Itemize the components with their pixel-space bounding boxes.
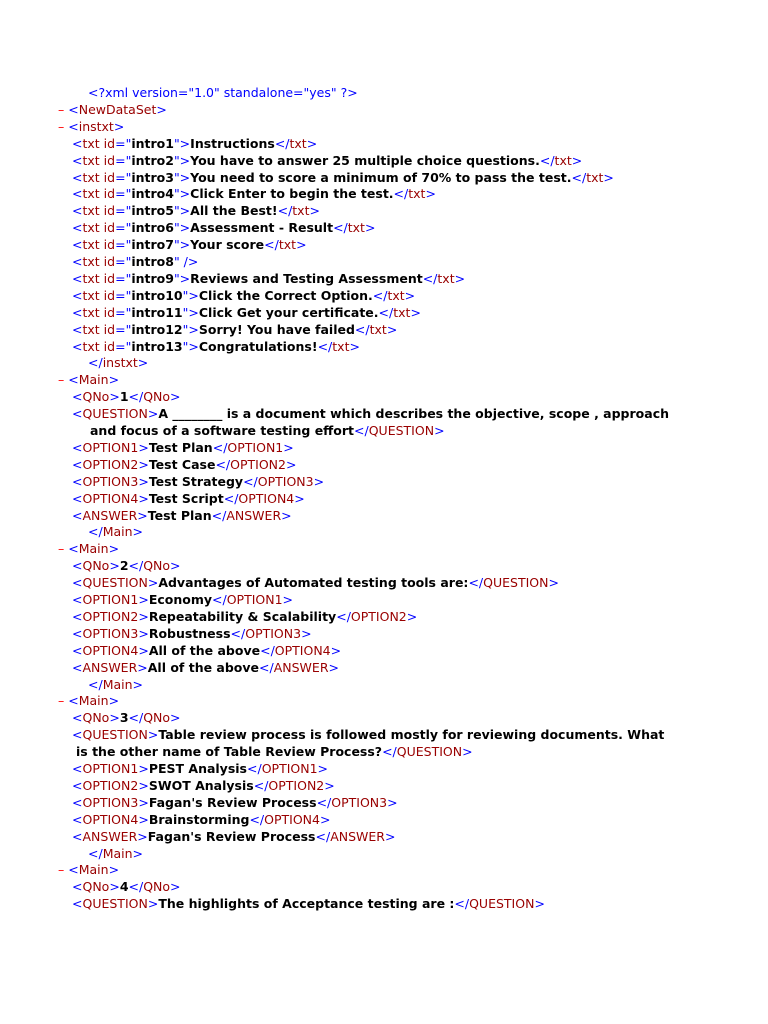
txt-element-intro13: <txt id="intro13">Congratulations!</txt>	[72, 338, 360, 354]
instxt-open-tag: – <instxt>	[58, 118, 125, 134]
element-text: Your score	[190, 237, 265, 253]
element-text: Test Case	[148, 456, 216, 472]
element-text: You need to score a minimum of 70% to pass the test.	[190, 169, 572, 185]
question-element-continued: and focus of a software testing effort</QUESTION>	[90, 423, 445, 438]
option2-element: <OPTION2>Test Case</OPTION2>	[72, 456, 297, 472]
main-open-tag: – <Main>	[58, 372, 120, 388]
element-text: Robustness	[148, 625, 231, 641]
element-text: Test Plan	[147, 507, 212, 523]
qno-element: <QNo>1</QNo>	[72, 389, 181, 405]
instxt-close-tag: </instxt>	[88, 355, 149, 371]
txt-element-intro6: <txt id="intro6">Assessment - Result</txt>	[72, 220, 376, 236]
question-element: <QUESTION>Advantages of Automated testing tools are:</QUESTION>	[72, 575, 559, 591]
element-text: Sorry! You have failed	[198, 321, 355, 337]
collapse-toggle[interactable]: –	[58, 693, 65, 709]
collapse-toggle[interactable]: –	[58, 101, 65, 117]
question-element: <QUESTION>The highlights of Acceptance testing are :</QUESTION>	[72, 896, 545, 912]
option1-element: <OPTION1>Test Plan</OPTION1>	[72, 439, 294, 455]
option3-element: <OPTION3>Fagan's Review Process</OPTION3>	[72, 794, 398, 810]
main-open-tag: – <Main>	[58, 862, 120, 878]
element-text: Test Plan	[148, 439, 213, 455]
collapse-toggle[interactable]: –	[58, 541, 65, 557]
txt-element-intro2: <txt id="intro2">You have to answer 25 multiple choice questions.</txt>	[72, 152, 583, 168]
main-close-tag: </Main>	[88, 676, 144, 692]
answer-element: <ANSWER>All of the above</ANSWER>	[72, 659, 339, 675]
option4-element: <OPTION4>All of the above</OPTION4>	[72, 642, 342, 658]
question-element: <QUESTION>A ________ is a document which describes the objective, scope , approach	[72, 406, 669, 422]
newdataset-open-tag: – <NewDataSet>	[58, 101, 167, 117]
element-text: Assessment - Result	[190, 220, 334, 236]
element-text: Test Strategy	[148, 473, 244, 489]
element-text: You have to answer 25 multiple choice questions.	[190, 152, 540, 168]
element-text: All of the above	[147, 659, 260, 675]
option1-element: <OPTION1>Economy</OPTION1>	[72, 592, 294, 607]
xml-declaration-line	[88, 84, 358, 101]
element-text: 1	[119, 389, 129, 405]
collapse-toggle[interactable]: –	[58, 862, 65, 878]
element-text: Click Enter to begin the test.	[190, 186, 394, 202]
collapse-toggle[interactable]: –	[58, 372, 65, 388]
txt-element-intro8: <txt id="intro8" />	[72, 254, 199, 269]
option2-element: <OPTION2>Repeatability & Scalability</OPTION2>	[72, 608, 418, 624]
txt-element-intro1: <txt id="intro1">Instructions</txt>	[72, 135, 318, 151]
xml-declaration: <?xml version="1.0" standalone="yes" ?>	[88, 85, 358, 100]
txt-element-intro4: <txt id="intro4">Click Enter to begin the test.</txt>	[72, 186, 436, 202]
qno-element: <QNo>3</QNo>	[72, 710, 181, 726]
option3-element: <OPTION3>Test Strategy</OPTION3>	[72, 473, 325, 489]
element-text: is the other name of Table Review Process?	[76, 744, 383, 760]
element-text: and focus of a software testing effort	[90, 423, 355, 438]
element-text: Fagan's Review Process	[148, 794, 317, 810]
option4-element: <OPTION4>Brainstorming</OPTION4>	[72, 811, 331, 827]
element-text: Congratulations!	[198, 338, 318, 354]
option3-element: <OPTION3>Robustness</OPTION3>	[72, 625, 312, 641]
element-text: 2	[119, 558, 129, 574]
element-text: The highlights of Acceptance testing are :	[158, 896, 455, 912]
element-text: Click the Correct Option.	[198, 287, 373, 303]
option2-element: <OPTION2>SWOT Analysis</OPTION2>	[72, 777, 335, 793]
element-text: Economy	[148, 592, 213, 607]
element-text: Repeatability & Scalability	[148, 608, 337, 624]
answer-element: <ANSWER>Fagan's Review Process</ANSWER>	[72, 828, 396, 844]
element-text: All the Best!	[190, 203, 278, 219]
main-close-tag: </Main>	[88, 524, 144, 540]
main-open-tag: – <Main>	[58, 693, 120, 709]
qno-element: <QNo>4</QNo>	[72, 879, 181, 895]
element-text: 4	[119, 879, 129, 895]
txt-element-intro12: <txt id="intro12">Sorry! You have failed</txt>	[72, 321, 398, 337]
main-open-tag: – <Main>	[58, 541, 120, 557]
element-text: All of the above	[148, 642, 261, 658]
element-text: Click Get your certificate.	[198, 304, 379, 320]
txt-element-intro10: <txt id="intro10">Click the Correct Option.</txt>	[72, 287, 416, 303]
txt-element-intro11: <txt id="intro11">Click Get your certificate.</txt>	[72, 304, 421, 320]
answer-element: <ANSWER>Test Plan</ANSWER>	[72, 507, 292, 523]
element-text: A ________ is a document which describes the objective, scope , approach	[158, 406, 669, 422]
element-text: Advantages of Automated testing tools are:	[158, 575, 469, 591]
txt-element-intro9: <txt id="intro9">Reviews and Testing Assessment</txt>	[72, 270, 466, 286]
element-text: PEST Analysis	[148, 761, 247, 776]
txt-element-intro3: <txt id="intro3">You need to score a minimum of 70% to pass the test.</txt>	[72, 169, 614, 185]
main-close-tag: </Main>	[88, 845, 144, 861]
txt-element-intro7: <txt id="intro7">Your score</txt>	[72, 237, 307, 253]
question-element-continued: is the other name of Table Review Process?</QUESTION>	[76, 744, 473, 760]
txt-element-intro5: <txt id="intro5">All the Best!</txt>	[72, 203, 320, 219]
element-text: Fagan's Review Process	[147, 828, 316, 844]
element-text: Instructions	[190, 135, 275, 151]
qno-element: <QNo>2</QNo>	[72, 558, 181, 574]
element-text: 3	[119, 710, 129, 726]
element-text: Reviews and Testing Assessment	[190, 270, 423, 286]
element-text: Brainstorming	[148, 811, 250, 827]
option4-element: <OPTION4>Test Script</OPTION4>	[72, 490, 305, 506]
element-text: SWOT Analysis	[148, 777, 254, 793]
element-text: Test Script	[148, 490, 224, 506]
question-element: <QUESTION>Table review process is followed mostly for reviewing documents. What	[72, 727, 665, 743]
element-text: Table review process is followed mostly for reviewing documents. What	[158, 727, 665, 743]
option1-element: <OPTION1>PEST Analysis</OPTION1>	[72, 761, 329, 776]
collapse-toggle[interactable]: –	[58, 118, 65, 134]
